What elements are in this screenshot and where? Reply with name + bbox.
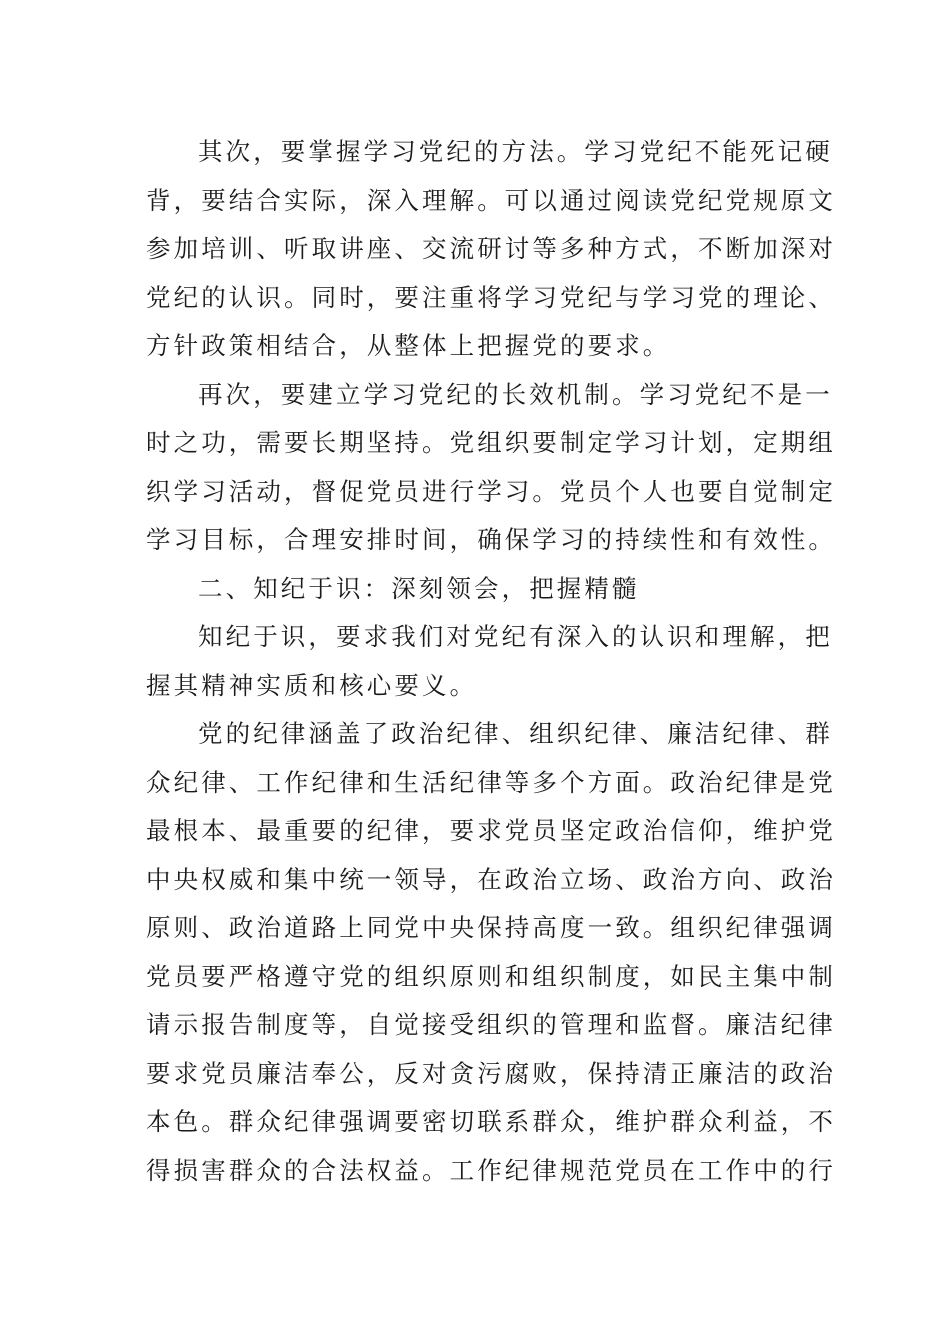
text-line: 党的纪律涵盖了政治纪律、组织纪律、廉洁纪律、群 [198,719,833,748]
text-line: 要求党员廉洁奉公，反对贪污腐败，保持清正廉洁的政治 [146,1058,836,1088]
text-line: 本色。群众纪律强调要密切联系群众，维护群众利益，不 [146,1107,836,1136]
text-line: 原则、政治道路上同党中央保持高度一致。组织纪律强调 [146,913,836,942]
paragraph-study-method [146,128,836,371]
text-line: 得损害群众的合法权益。工作纪律规范党员在工作中的行 [146,1155,836,1185]
section-heading-text: 二、知纪于识：深刻领会，把握精髓 [198,573,640,603]
paragraph-discipline-types [146,710,836,1195]
text-line: 知纪于识，要求我们对党纪有深入的认识和理解，把 [198,622,833,651]
text-line: 众纪律、工作纪律和生活纪律等多个方面。政治纪律是党 [146,767,836,797]
text-line: 党纪的认识。同时，要注重将学习党纪与学习党的理论、 [146,282,836,312]
text-line: 请示报告制度等，自觉接受组织的管理和监督。廉洁纪律 [146,1010,836,1039]
text-line: 织学习活动，督促党员进行学习。党员个人也要自觉制定 [146,476,836,506]
text-line: 方针政策相结合，从整体上把握党的要求。 [146,331,671,360]
text-line: 背，要结合实际，深入理解。可以通过阅读党纪党规原文 [146,185,836,215]
paragraph-knowledge-intro [146,613,833,710]
text-line: 学习目标，合理安排时间，确保学习的持续性和有效性。 [146,525,836,554]
text-line: 最根本、最重要的纪律，要求党员坚定政治信仰，维护党 [146,816,836,845]
text-line: 党员要严格遵守党的组织原则和组织制度，如民主集中制 [146,961,836,991]
document-body [146,128,836,1195]
paragraph-long-term-mechanism [146,371,836,565]
text-line: 中央权威和集中统一领导，在政治立场、政治方向、政治 [146,864,836,894]
text-line: 时之功，需要长期坚持。党组织要制定学习计划，定期组 [146,428,836,457]
text-line: 再次，要建立学习党纪的长效机制。学习党纪不是一 [198,379,833,409]
section-heading [146,565,811,614]
text-line: 握其精神实质和核心要义。 [146,670,478,700]
text-line: 参加培训、听取讲座、交流研讨等多种方式，不断加深对 [146,234,836,263]
text-line: 其次，要掌握学习党纪的方法。学习党纪不能死记硬 [198,137,833,166]
